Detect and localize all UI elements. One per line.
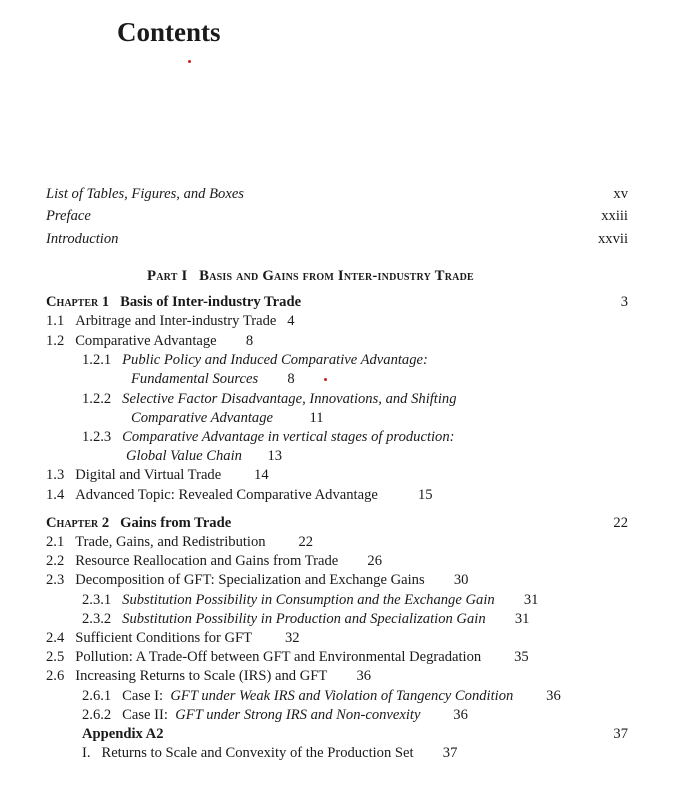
page-title: Contents [117, 17, 221, 47]
subsection-title: GFT under Strong IRS and Non-convexity [175, 707, 421, 723]
toc-entry-2-3-1[interactable] [82, 593, 538, 608]
chapter-page-1: 3 [620, 294, 628, 310]
section-number: 2.1 [46, 534, 65, 550]
toc-entry-preface[interactable]: Preface [46, 208, 91, 224]
section-title: Digital and Virtual Trade [75, 467, 222, 483]
toc-entry-1-2-1-cont[interactable] [131, 372, 295, 387]
chapter-label: Chapter 2 [46, 515, 110, 531]
toc-entry-2-6-2[interactable] [82, 708, 468, 723]
subsection-number: 2.3.1 [82, 592, 112, 608]
appendix-entry-title: Returns to Scale and Convexity of the Production Set [101, 745, 414, 761]
section-page: 8 [245, 333, 254, 349]
chapter-label: Chapter 1 [46, 294, 110, 310]
toc-entry-2-1[interactable] [46, 535, 313, 550]
toc-entry-2-5[interactable] [46, 650, 529, 665]
toc-entry-1-2[interactable] [46, 334, 253, 349]
annotation-dot [188, 60, 191, 63]
subsection-page: 31 [514, 611, 530, 627]
toc-entry-2-3-2[interactable] [82, 612, 529, 627]
section-page: 35 [514, 649, 529, 665]
toc-entry-1-4[interactable] [46, 488, 433, 503]
appendix-entry-number: I. [82, 745, 91, 761]
section-number: 1.2 [46, 333, 65, 349]
chapter-heading-2[interactable] [46, 516, 231, 531]
chapter-title: Basis of Inter-industry Trade [120, 294, 302, 310]
subsection-title: Public Policy and Induced Comparative Advantage: [122, 352, 428, 368]
subsection-title-line2: Global Value Chain [126, 448, 242, 464]
subsection-title: Comparative Advantage in vertical stages of production: [122, 429, 455, 445]
section-title: Decomposition of GFT: Specialization and Exchange Gains [75, 572, 425, 588]
appendix-heading[interactable]: Appendix A2 [82, 726, 164, 742]
part-title: Basis and Gains from Inter-industry Trade [199, 268, 474, 284]
section-page: 22 [298, 534, 314, 550]
section-title: Pollution: A Trade-Off between GFT and Environmental Degradation [75, 649, 482, 665]
toc-entry-1-2-2-cont[interactable] [131, 411, 324, 426]
section-title: Increasing Returns to Scale (IRS) and GFT [75, 668, 328, 684]
subsection-case: Case II: [122, 707, 168, 723]
part-heading [147, 269, 474, 284]
annotation-dot [324, 378, 327, 381]
section-number: 1.4 [46, 487, 65, 503]
section-page: 14 [254, 467, 269, 483]
subsection-number: 2.3.2 [82, 611, 112, 627]
section-number: 2.5 [46, 649, 65, 665]
toc-entry-1-2-3-cont[interactable] [126, 449, 282, 464]
toc-entry-1-3[interactable] [46, 468, 269, 483]
toc-entry-introduction[interactable]: Introduction [46, 231, 119, 247]
toc-entry-1-2-3[interactable] [82, 430, 455, 445]
subsection-page: 8 [287, 371, 295, 387]
subsection-title: Substitution Possibility in Consumption and the Exchange Gain [122, 592, 495, 608]
toc-entry-appendix-1[interactable] [82, 746, 457, 761]
subsection-number: 1.2.2 [82, 391, 112, 407]
section-title: Arbitrage and Inter-industry Trade [75, 313, 277, 329]
toc-entry-2-6[interactable] [46, 669, 371, 684]
toc-page-front-list: xv [613, 186, 628, 202]
toc-entry-1-1[interactable] [46, 314, 295, 329]
subsection-page: 11 [309, 410, 324, 426]
section-number: 2.3 [46, 572, 65, 588]
section-title: Sufficient Conditions for GFT [75, 630, 253, 646]
subsection-page: 13 [267, 448, 283, 464]
toc-entry-1-2-2[interactable] [82, 392, 457, 407]
section-title: Advanced Topic: Revealed Comparative Advantage [75, 487, 378, 503]
subsection-number: 1.2.3 [82, 429, 112, 445]
toc-entry-1-2-1[interactable] [82, 353, 428, 368]
part-label: Part I [147, 268, 188, 284]
subsection-title-line2: Fundamental Sources [131, 371, 259, 387]
subsection-page: 36 [453, 707, 468, 723]
appendix-page: 37 [613, 726, 628, 742]
subsection-title: GFT under Weak IRS and Violation of Tangency Condition [170, 688, 514, 704]
subsection-number: 2.6.1 [82, 688, 112, 704]
subsection-number: 1.2.1 [82, 352, 112, 368]
subsection-page: 36 [546, 688, 561, 704]
toc-entry-2-6-1[interactable] [82, 689, 561, 704]
subsection-title: Selective Factor Disadvantage, Innovations, and Shifting [122, 391, 457, 407]
section-title: Trade, Gains, and Redistribution [75, 534, 266, 550]
section-page: 15 [418, 487, 433, 503]
toc-entry-2-2[interactable] [46, 554, 382, 569]
toc-entry-2-3[interactable] [46, 573, 468, 588]
toc-page-preface: xxiii [601, 208, 628, 224]
appendix-entry-page: 37 [442, 745, 458, 761]
toc-entry-front-list[interactable]: List of Tables, Figures, and Boxes [46, 186, 244, 202]
section-number: 1.3 [46, 467, 65, 483]
subsection-case: Case I: [122, 688, 164, 704]
subsection-title-line2: Comparative Advantage [131, 410, 273, 426]
section-number: 2.2 [46, 553, 65, 569]
section-title: Comparative Advantage [75, 333, 217, 349]
subsection-title: Substitution Possibility in Production and Specialization Gain [122, 611, 486, 627]
chapter-title: Gains from Trade [120, 515, 232, 531]
toc-page-introduction: xxvii [598, 231, 628, 247]
section-page: 30 [453, 572, 469, 588]
toc-entry-2-4[interactable] [46, 631, 300, 646]
section-page: 32 [284, 630, 300, 646]
section-title: Resource Reallocation and Gains from Trade [75, 553, 339, 569]
chapter-heading-1[interactable] [46, 295, 301, 310]
chapter-page-2: 22 [613, 515, 628, 531]
section-number: 1.1 [46, 313, 65, 329]
section-number: 2.6 [46, 668, 65, 684]
section-page: 26 [367, 553, 383, 569]
subsection-page: 31 [523, 592, 539, 608]
subsection-number: 2.6.2 [82, 707, 112, 723]
section-page: 4 [287, 313, 295, 329]
section-page: 36 [356, 668, 372, 684]
section-number: 2.4 [46, 630, 65, 646]
